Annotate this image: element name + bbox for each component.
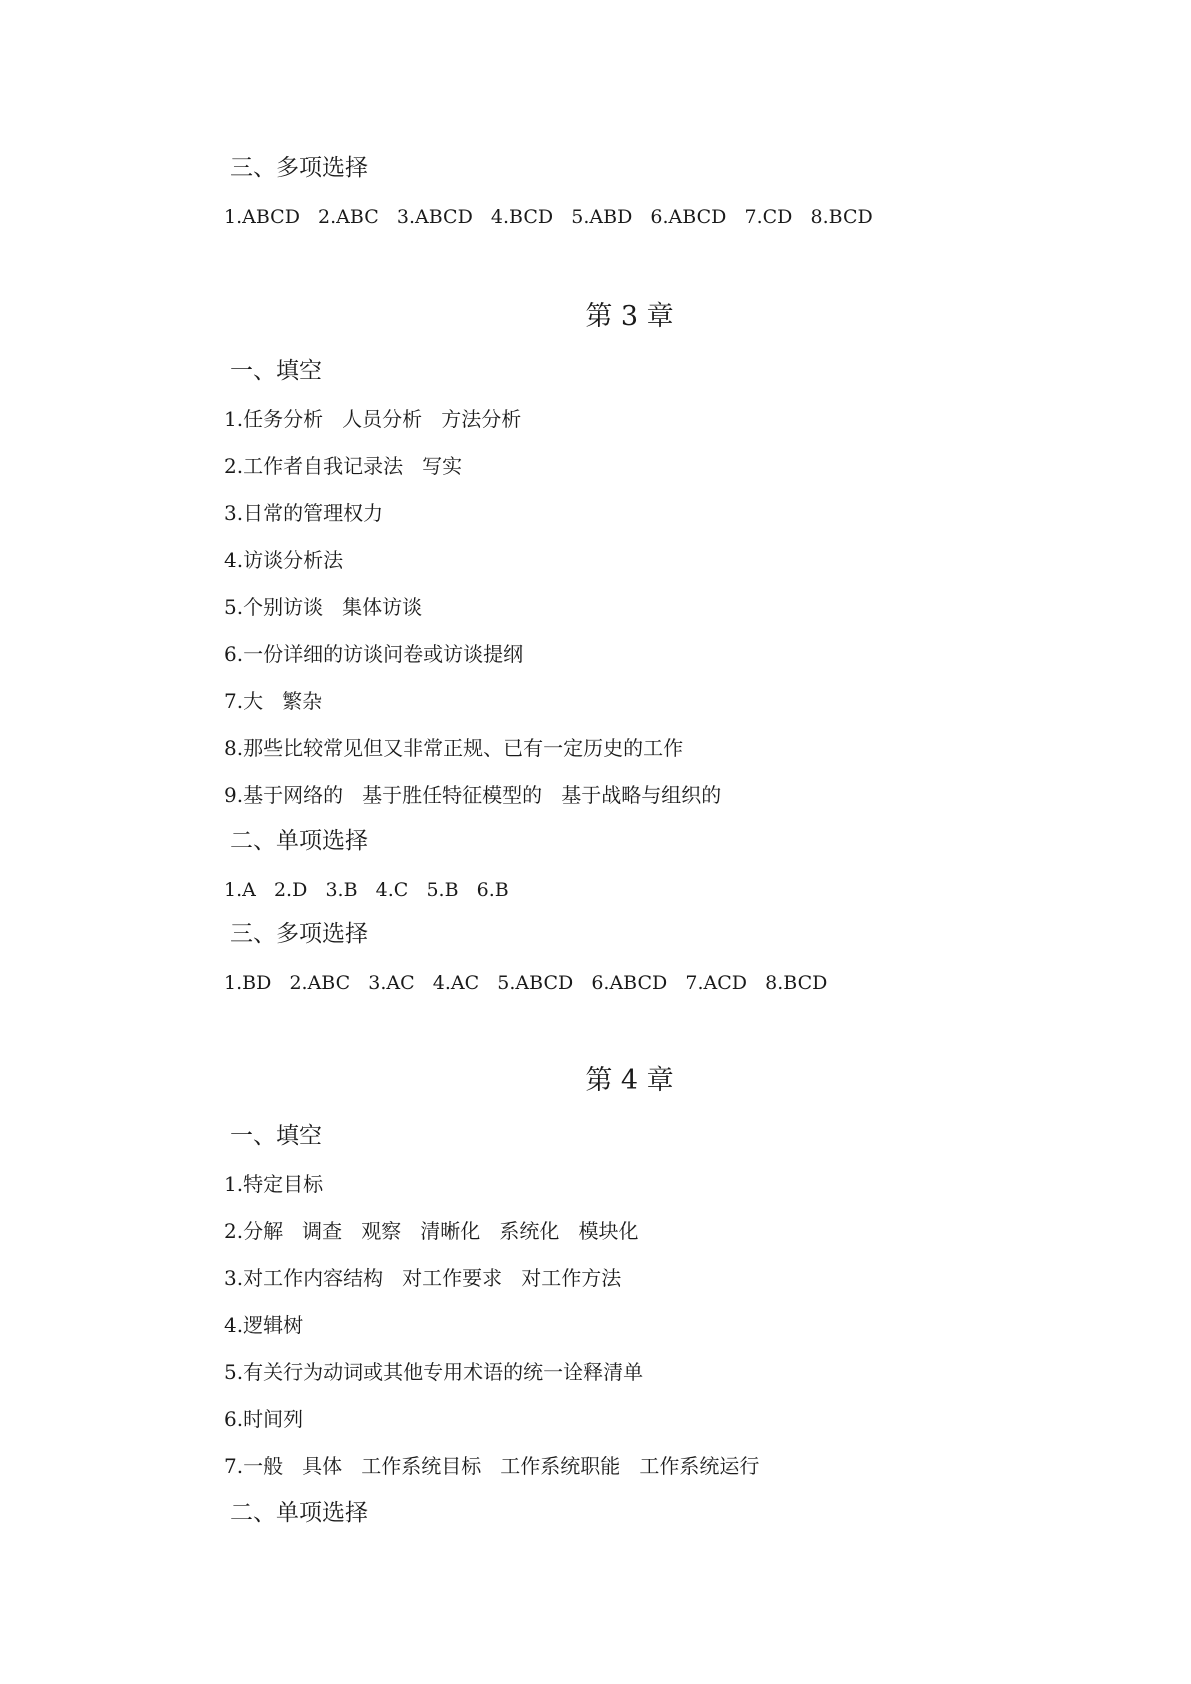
- multi-choice-answers: 1.ABCD 2.ABC 3.ABCD 4.BCD 5.ABD 6.ABCD 7.CD 8.BCD: [224, 206, 873, 228]
- section-heading-fill-blank: 一、填空: [230, 1123, 322, 1149]
- fill-answer-3: 3.对工作内容结构 对工作要求 对工作方法: [224, 1266, 622, 1290]
- fill-answer-3: 3.日常的管理权力: [224, 501, 384, 525]
- fill-answer-2: 2.分解 调查 观察 清晰化 系统化 模块化: [224, 1219, 639, 1243]
- fill-answer-1: 1.任务分析 人员分析 方法分析: [224, 407, 522, 431]
- fill-answer-5: 5.有关行为动词或其他专用术语的统一诠释清单: [224, 1360, 644, 1384]
- section-heading-multi-choice: 三、多项选择: [230, 921, 368, 947]
- fill-answer-6: 6.一份详细的访谈问卷或访谈提纲: [224, 642, 524, 666]
- section-heading-single-choice: 二、单项选择: [230, 828, 368, 854]
- chapter-4-title: 第 4 章: [585, 1065, 674, 1096]
- fill-answer-5: 5.个别访谈 集体访谈: [224, 595, 423, 619]
- section-heading-fill-blank: 一、填空: [230, 358, 322, 384]
- fill-answer-2: 2.工作者自我记录法 写实: [224, 454, 463, 478]
- fill-answer-7: 7.大 繁杂: [224, 689, 323, 713]
- fill-answer-6: 6.时间列: [224, 1407, 304, 1431]
- fill-answer-1: 1.特定目标: [224, 1172, 324, 1196]
- multi-choice-answers: 1.BD 2.ABC 3.AC 4.AC 5.ABCD 6.ABCD 7.ACD 8.BCD: [224, 972, 828, 994]
- section-heading-single-choice: 二、单项选择: [230, 1500, 368, 1526]
- chapter-3-title: 第 3 章: [585, 301, 674, 332]
- section-heading-multi-choice: 三、多项选择: [230, 155, 368, 181]
- fill-answer-7: 7.一般 具体 工作系统目标 工作系统职能 工作系统运行: [224, 1454, 760, 1478]
- fill-answer-4: 4.逻辑树: [224, 1313, 304, 1337]
- fill-answer-9: 9.基于网络的 基于胜任特征模型的 基于战略与组织的: [224, 783, 722, 807]
- fill-answer-8: 8.那些比较常见但又非常正规、已有一定历史的工作: [224, 736, 684, 760]
- single-choice-answers: 1.A 2.D 3.B 4.C 5.B 6.B: [224, 879, 509, 901]
- fill-answer-4: 4.访谈分析法: [224, 548, 344, 572]
